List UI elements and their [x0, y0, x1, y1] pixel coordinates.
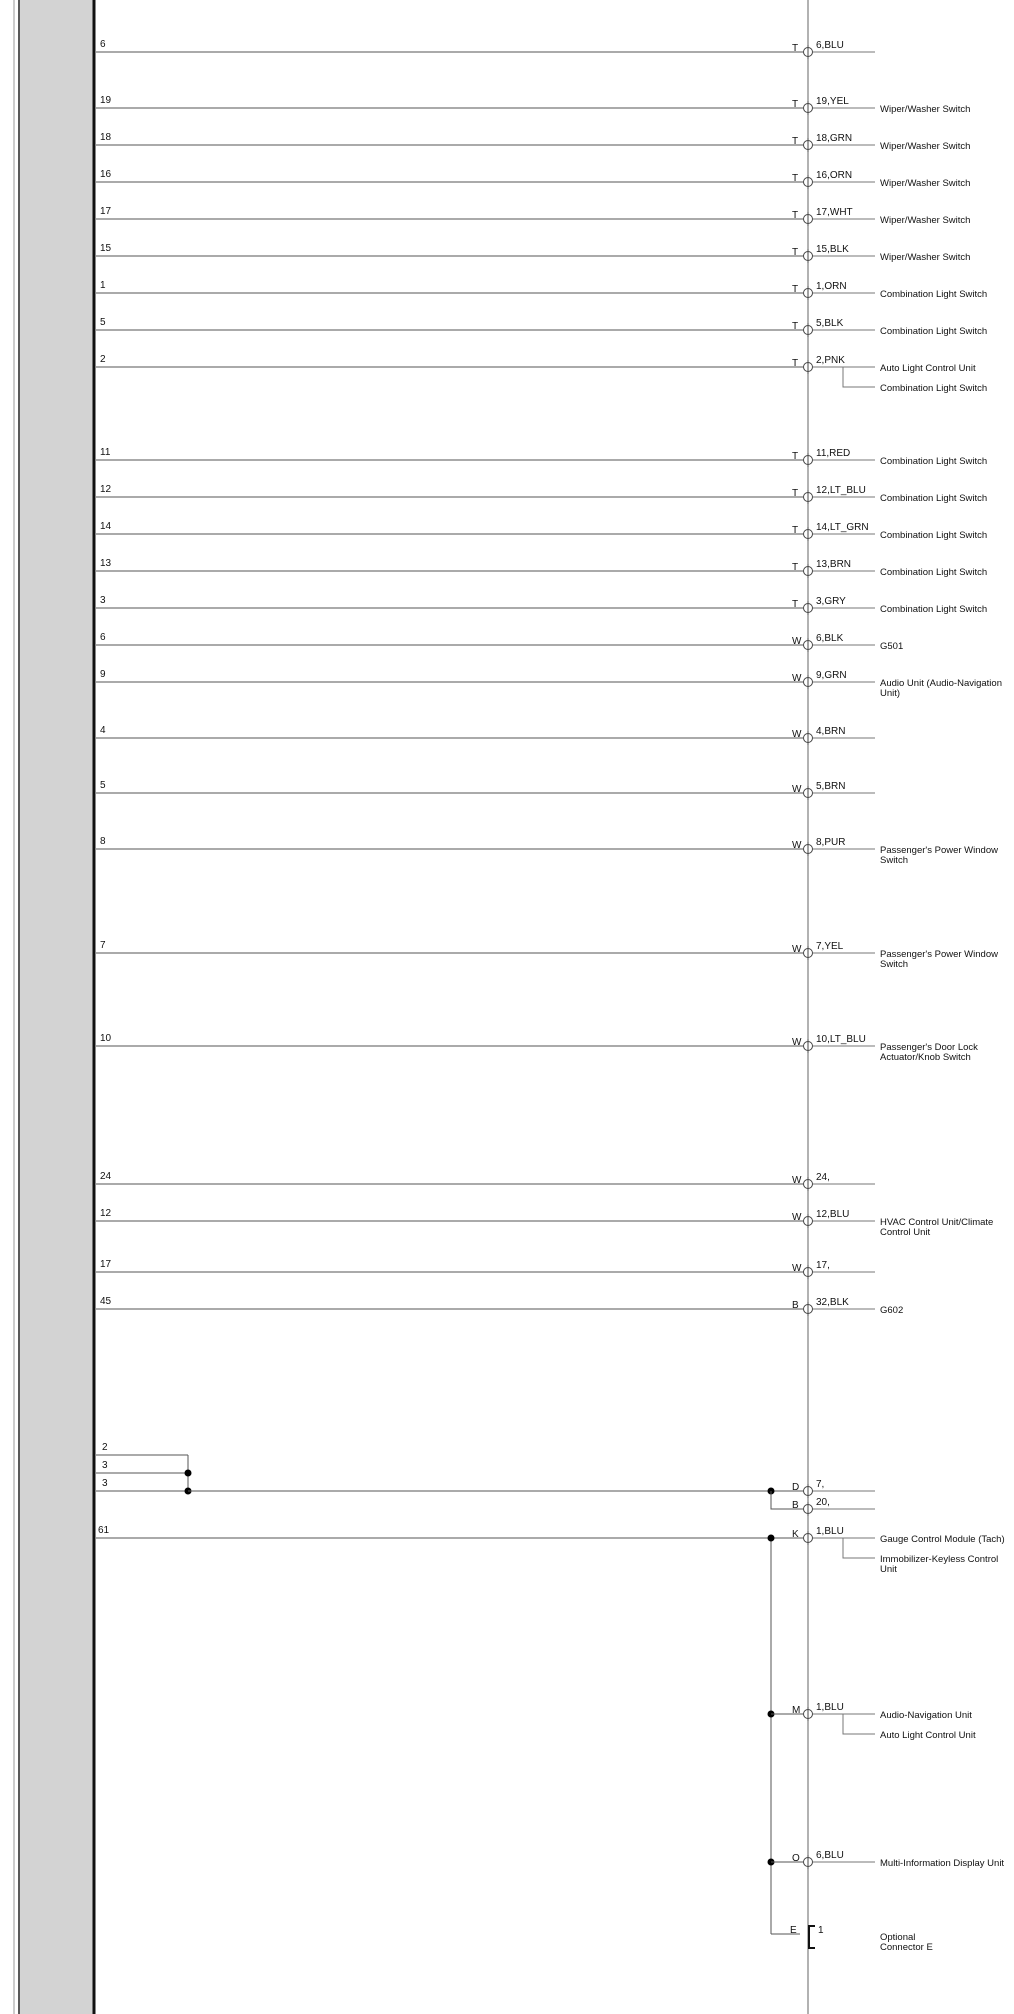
- wire-8-destination: Combination Light Switch: [880, 326, 988, 337]
- wire-14-connector-letter: T: [792, 599, 799, 610]
- junction-pin-2-number: 3: [102, 1460, 108, 1471]
- wire-23-pin-number: 12: [100, 1208, 112, 1219]
- bus-tap-2-wire-label: 1,BLU: [816, 1702, 844, 1713]
- wire-14-pin-number: 3: [100, 595, 106, 606]
- wires-layer: [96, 39, 1005, 1953]
- wire-8-connector-letter: T: [792, 321, 799, 332]
- wire-11-pin-number: 12: [100, 484, 112, 495]
- wire-20-pin-number: 7: [100, 940, 106, 951]
- wire-4-wire-label: 16,ORN: [816, 170, 853, 181]
- wire-23-connector-letter: W: [792, 1212, 802, 1223]
- wire-25-wire-label: 32,BLK: [816, 1297, 849, 1308]
- wire-21-connector-letter: W: [792, 1037, 802, 1048]
- wire-1-connector-letter: T: [792, 43, 799, 54]
- wire-19-pin-number: 8: [100, 836, 106, 847]
- wire-22-pin-number: 24: [100, 1171, 112, 1182]
- wire-19-connector-letter: W: [792, 840, 802, 851]
- wire-16-wire-label: 9,GRN: [816, 670, 847, 681]
- bus-pin-number: 61: [98, 1525, 110, 1536]
- bus-tap-1-connector-letter: K: [792, 1529, 799, 1540]
- wire-17-pin-number: 4: [100, 725, 106, 736]
- wire-15-destination: G501: [880, 641, 904, 652]
- wire-23-wire-label: 12,BLU: [816, 1209, 850, 1220]
- junction-tap-1-connector-letter: D: [792, 1482, 800, 1493]
- optional-connector-label-line-1: Optional: [880, 1932, 916, 1943]
- control-unit-block: [20, 0, 94, 2014]
- bus-tap-2-branch-destination: Auto Light Control Unit: [880, 1730, 976, 1741]
- wire-15-wire-label: 6,BLK: [816, 633, 844, 644]
- wire-3-connector-letter: T: [792, 136, 799, 147]
- wire-23-destination-line-1: HVAC Control Unit/Climate: [880, 1217, 994, 1228]
- wire-16-destination-line-2: Unit): [880, 688, 901, 699]
- wire-3-pin-number: 18: [100, 132, 112, 143]
- wire-1-wire-label: 6,BLU: [816, 40, 844, 51]
- wire-3-destination: Wiper/Washer Switch: [880, 141, 971, 152]
- optional-connector-letter: E: [790, 1925, 797, 1936]
- wire-21-wire-label: 10,LT_BLU: [816, 1034, 866, 1045]
- wire-14-destination: Combination Light Switch: [880, 604, 988, 615]
- wire-5-pin-number: 17: [100, 206, 112, 217]
- wire-24-pin-number: 17: [100, 1259, 112, 1270]
- wire-16-pin-number: 9: [100, 669, 106, 680]
- wire-20-wire-label: 7,YEL: [816, 941, 844, 952]
- junction-tap-2-connector-letter: B: [792, 1500, 799, 1511]
- wire-14-wire-label: 3,GRY: [816, 596, 846, 607]
- wire-25-pin-number: 45: [100, 1296, 112, 1307]
- wire-9-destination: Auto Light Control Unit: [880, 363, 976, 374]
- bus-tap-1-branch-destination-line-1: Immobilizer-Keyless Control: [880, 1554, 999, 1565]
- wire-18-wire-label: 5,BRN: [816, 781, 846, 792]
- wire-9-wire-label: 2,PNK: [816, 355, 845, 366]
- wire-18-pin-number: 5: [100, 780, 106, 791]
- wire-16-connector-letter: W: [792, 673, 802, 684]
- wire-4-connector-letter: T: [792, 173, 799, 184]
- bus-tap-1-branch-destination-line-2: Unit: [880, 1564, 897, 1575]
- wire-7-wire-label: 1,ORN: [816, 281, 847, 292]
- optional-connector-pin: 1: [818, 1925, 824, 1936]
- wire-21-destination-line-2: Actuator/Knob Switch: [880, 1052, 971, 1063]
- wire-6-pin-number: 15: [100, 243, 112, 254]
- wire-10-wire-label: 11,RED: [816, 448, 851, 459]
- bus-tap-1-branch-line: [843, 1538, 875, 1558]
- junction-tap-2-wire-label: 20,: [816, 1497, 830, 1508]
- wire-5-connector-letter: T: [792, 210, 799, 221]
- wire-2-wire-label: 19,YEL: [816, 96, 849, 107]
- bus-tap-2-destination: Audio-Navigation Unit: [880, 1710, 972, 1721]
- wire-11-connector-letter: T: [792, 488, 799, 499]
- wire-11-wire-label: 12,LT_BLU: [816, 485, 866, 496]
- wire-10-connector-letter: T: [792, 451, 799, 462]
- wire-9-pin-number: 2: [100, 354, 106, 365]
- wire-13-wire-label: 13,BRN: [816, 559, 852, 570]
- optional-connector-bracket: [809, 1926, 815, 1948]
- optional-connector-label-line-2: Connector E: [880, 1942, 933, 1953]
- bus-tap-1-wire-label: 1,BLU: [816, 1526, 844, 1537]
- wire-9-branch-line: [843, 367, 875, 387]
- wire-2-connector-letter: T: [792, 99, 799, 110]
- wire-4-destination: Wiper/Washer Switch: [880, 178, 971, 189]
- wire-12-pin-number: 14: [100, 521, 112, 532]
- wire-6-connector-letter: T: [792, 247, 799, 258]
- wire-7-pin-number: 1: [100, 280, 106, 291]
- wire-22-connector-letter: W: [792, 1175, 802, 1186]
- wire-15-pin-number: 6: [100, 632, 106, 643]
- wire-9-branch-destination: Combination Light Switch: [880, 383, 988, 394]
- wire-5-destination: Wiper/Washer Switch: [880, 215, 971, 226]
- wire-12-connector-letter: T: [792, 525, 799, 536]
- wire-3-wire-label: 18,GRN: [816, 133, 853, 144]
- bus-tap-3-destination: Multi-Information Display Unit: [880, 1858, 1005, 1869]
- wire-18-connector-letter: W: [792, 784, 802, 795]
- wire-2-destination: Wiper/Washer Switch: [880, 104, 971, 115]
- junction-dot-1: [185, 1470, 192, 1477]
- wire-12-wire-label: 14,LT_GRN: [816, 522, 869, 533]
- bus-tap-2-branch-line: [843, 1714, 875, 1734]
- junction-pin-3-number: 3: [102, 1478, 108, 1489]
- wire-2-pin-number: 19: [100, 95, 112, 106]
- wire-19-destination-line-1: Passenger's Power Window: [880, 845, 998, 856]
- wire-16-destination-line-1: Audio Unit (Audio-Navigation: [880, 678, 1002, 689]
- wire-13-destination: Combination Light Switch: [880, 567, 988, 578]
- wire-4-pin-number: 16: [100, 169, 112, 180]
- bus-tap-3-wire-label: 6,BLU: [816, 1850, 844, 1861]
- bus-tap-2-connector-letter: M: [792, 1705, 801, 1716]
- wire-22-wire-label: 24,: [816, 1172, 830, 1183]
- wire-7-connector-letter: T: [792, 284, 799, 295]
- wire-8-pin-number: 5: [100, 317, 106, 328]
- bus-tap-1-dot: [768, 1535, 775, 1542]
- wire-24-connector-letter: W: [792, 1263, 802, 1274]
- wire-10-destination: Combination Light Switch: [880, 456, 988, 467]
- wire-7-destination: Combination Light Switch: [880, 289, 988, 300]
- wire-6-wire-label: 15,BLK: [816, 244, 849, 255]
- wire-1-pin-number: 6: [100, 39, 106, 50]
- junction-pin-1-number: 2: [102, 1442, 108, 1453]
- wire-10-pin-number: 11: [100, 447, 111, 458]
- wire-8-wire-label: 5,BLK: [816, 318, 844, 329]
- wire-21-destination-line-1: Passenger's Door Lock: [880, 1042, 978, 1053]
- wire-21-pin-number: 10: [100, 1033, 112, 1044]
- wire-20-destination-line-2: Switch: [880, 959, 908, 970]
- bus-tap-1-destination: Gauge Control Module (Tach): [880, 1534, 1005, 1545]
- wire-15-connector-letter: W: [792, 636, 802, 647]
- wire-13-connector-letter: T: [792, 562, 799, 573]
- wire-6-destination: Wiper/Washer Switch: [880, 252, 971, 263]
- wire-11-destination: Combination Light Switch: [880, 493, 988, 504]
- wire-24-wire-label: 17,: [816, 1260, 830, 1271]
- wire-19-destination-line-2: Switch: [880, 855, 908, 866]
- wire-20-connector-letter: W: [792, 944, 802, 955]
- wire-17-connector-letter: W: [792, 729, 802, 740]
- wire-17-wire-label: 4,BRN: [816, 726, 846, 737]
- wire-5-wire-label: 17,WHT: [816, 207, 853, 218]
- wire-25-destination: G602: [880, 1305, 904, 1316]
- wire-19-wire-label: 8,PUR: [816, 837, 846, 848]
- junction-tap-1-wire-label: 7,: [816, 1479, 825, 1490]
- wire-13-pin-number: 13: [100, 558, 112, 569]
- wire-9-connector-letter: T: [792, 358, 799, 369]
- bus-tap-3-connector-letter: O: [792, 1853, 800, 1864]
- wire-23-destination-line-2: Control Unit: [880, 1227, 931, 1238]
- wire-12-destination: Combination Light Switch: [880, 530, 988, 541]
- wire-20-destination-line-1: Passenger's Power Window: [880, 949, 998, 960]
- wire-25-connector-letter: B: [792, 1300, 799, 1311]
